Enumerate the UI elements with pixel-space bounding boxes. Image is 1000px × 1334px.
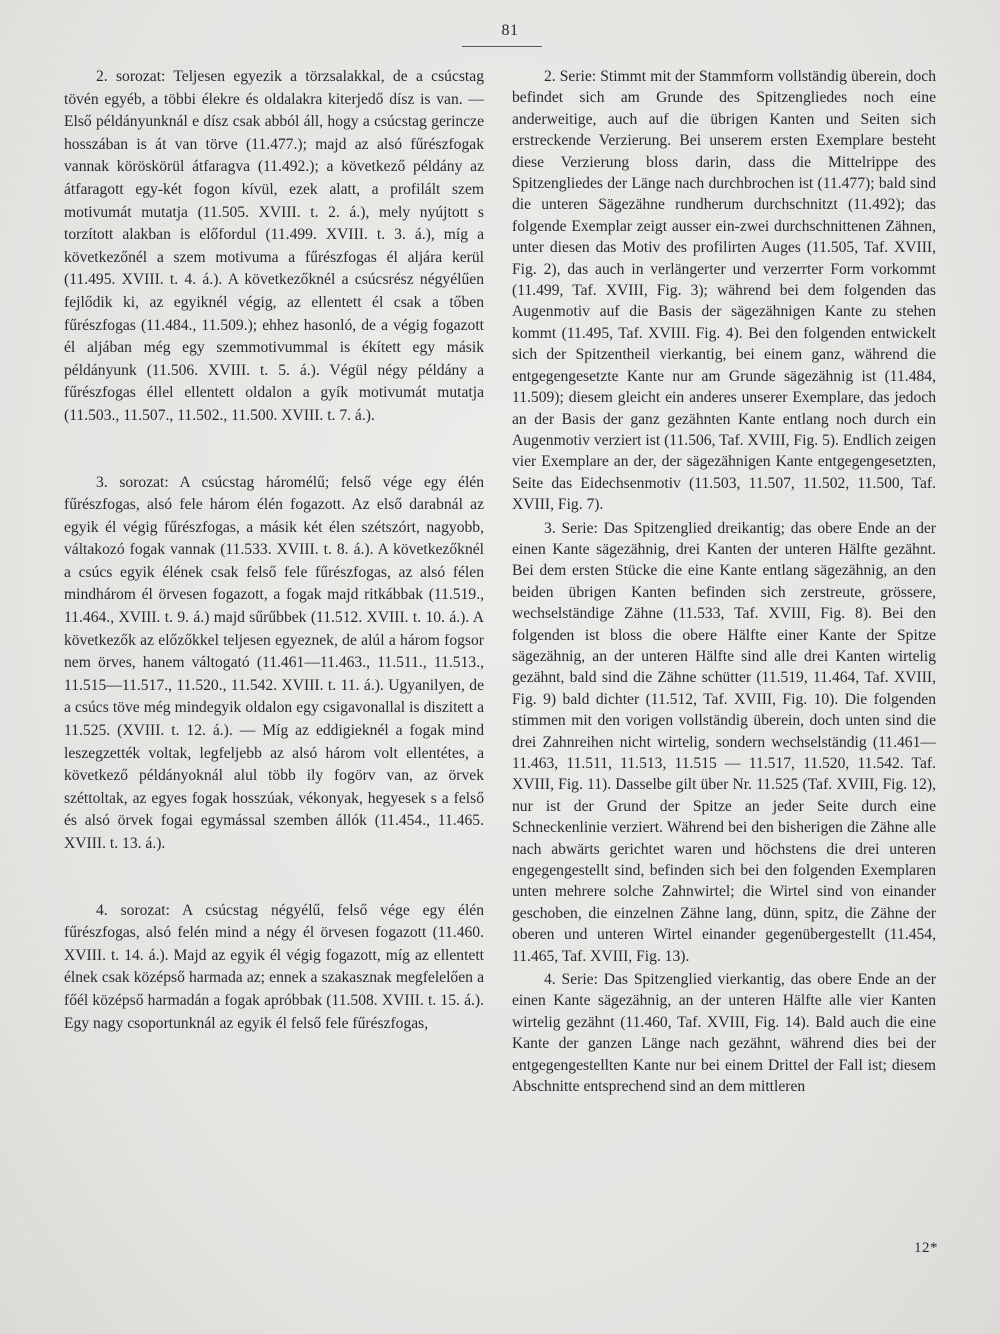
paragraph-series-2-hu: 2. sorozat: Teljesen egyezik a törzsalakkal, de a csúcstag tövén egyéb, a többi élekre és oldalakra kiterjedő dísz is van. — Első példányunknál e dísz csak abból áll, hogy a csúcstag gerincze hosszában is át van törve (11.477.); majd az alsó fűrészfogak vannak köröskörül átfaragva (11.492.); a következő példány az átfaragott egy-két fogon kívül, ezek alatt, a profilált szem motivumát mutatja (11.505. XVIII. t. 2. á.), mely nyújtott s torzított alakban is előfordul (11.499. XVIII. t. 3. á.), míg a következőnél a szem motivuma a fűrészfogas él aljára kerül (11.495. XVIII. t. 4. á.). A következőknél a csúcsrész négyélűen fejlődik ki, az egyiknél végig, az ellentett él csak a tőben fűrészfogas (11.484., 11.509.); ehhez hasonló, de a végig fogazott él aljában még egy szemmotivummal is ékített egy másik példányunk (11.506. XVIII. t. 5. á.). Végül négy példány a fűrészfogas éllel ellentett oldalon a gyík motivumát mutatja (11.503., 11.507., 11.502., 11.500. XVIII. t. 7. á.).: [64, 68, 484, 424]
paragraph-series-4-de: 4. Serie: Das Spitzenglied vierkantig, das obere Ende an der einen Kante sägezähnig, an der unteren Hälfte alle vier Kanten wirtelig gezähnt (11.460, Taf. XVIII, Fig. 14). Bald auch die eine Kante der ganzen Länge nach gezähnt, während dies bei der entgegengestellten Kante nur bei einem Drittel der Fall ist; diesem Abschnitte entsprechend sind an dem mittleren: [512, 971, 936, 1096]
page-number-rule: [462, 46, 542, 47]
signature-mark: 12*: [914, 1240, 938, 1256]
page-number: 81: [501, 22, 519, 39]
hungarian-text-column: [64, 66, 484, 1035]
paragraph-series-3-de: 3. Serie: Das Spitzenglied dreikantig; das obere Ende an der einen Kante sägezähnig, drei Kanten der unteren Hälfte gezähnt. Bei dem ersten Stücke die eine Kante entlang sägezähnig, an den beiden übrigen Kanten befinden sich zerstreute, grössere, wechselständige Zähne (11.533, Taf. XVIII, Fig. 8). Bei den folgenden ist bloss die obere Hälfte einer Kante der Spitze sägezähnig, an der unteren Hälfte sind alle drei Kanten wirtelig gezähnt, bald sind die Zähne schütter (11.519, 11.464, Taf. XVIII, Fig. 9) bald dichter (11.512, Taf. XVIII, Fig. 10). Die folgenden stimmen mit den vorigen vollständig überein, doch unten sind die drei Zahnreihen nicht wirtelig, sondern wechselständig (11.461—11.463, 11.511, 11.513, 11.515 — 11.517, 11.520, 11.542. Taf. XVIII, Fig. 11). Dasselbe gilt über Nr. 11.525 (Taf. XVIII, Fig. 12), nur ist der Grund der Spitze an jeder Seite durch eine Schneckenlinie verziert. Während bei den bisherigen die Zähne alle nach abwärts gerichtet waren und höchstens die drei unteren engegengestellt sind, befinden sich bei den folgenden Exemplaren unten mehrere solche Zahnwirtel; die Wirtel sind von einander geschoben, die einzelnen Zähne lang, dünn, spitz, die Zähne der oberen und unteren Wirtel einander gegenübergestellt (11.454, 11.465, Taf. XVIII, Fig. 13).: [512, 519, 936, 965]
paragraph-series-3-hu: 3. sorozat: A csúcstag háromélű; felső vége egy élén fűrészfogas, alsó fele három élén fogazott. Az első darabnál az egyik él végig fűrészfogas, a másik két élen szétszórt, nagyobb, váltakozó fogak vannak (11.533. XVIII. t. 8. á.). A következőknél a csúcs egyik élének csak felső fele fűrészfogas, az alsó félen mindhárom él örvesen fogazott, a fogak majd ritkábbak (11.519., 11.464., XVIII. t. 9. á.) majd sűrűbbek (11.512. XVIII. t. 10. á.). A következők az előzőkkel teljesen egyeznek, de alúl a három fogsor nem örves, hanem váltogató (11.461—11.463., 11.511., 11.513., 11.515—11.517., 11.520., 11.542. XVIII. t. 11. á.). Ugyanilyen, de a csúcs töve még mindegyik oldalon egy csigavonallal is diszitett a 11.525. (XVIII. t. 12. á.). — Míg az eddigieknél a fogak mind leszegzették voltak, legfeljebb az alsó három volt ellentétes, a következő példányoknál alul több ily fogörv van, az örvek széttoltak, az egyes fogak hosszúak, vékonyak, hegyesek s a felső és alsó örvek fogai egymással szemben állók (11.454., 11.465. XVIII. t. 13. á.).: [64, 473, 484, 852]
paragraph-series-2-de: 2. Serie: Stimmt mit der Stammform vollständig überein, doch befindet sich am Grunde des Spitzengliedes noch eine anderweitige, auch auf die übrigen Kanten und Seiten sich erstreckende Verzierung. Bei unserem ersten Exemplare besteht diese Verzierung bloss darin, dass die Mittelrippe des Spitzengliedes der Länge nach durchbrochen ist (11.477); bald sind die unteren Sägezähne rundherum durchschnitzt (11.492); das folgende Exemplar zeigt ausser ein-zwei durchschnittenen Zähnen, unter diesen das Motiv des profilirten Auges (11.505, Taf. XVIII, Fig. 2), das auch in verlängerter und verzerrter Form vorkommt (11.499, Taf. XVIII, Fig. 3); während bei dem folgenden das Augenmotiv auf die Basis der sägezähnigen Kante zu stehen kommt (11.495, Taf. XVIII. Fig. 4). Bei den folgenden entwickelt sich der Spitzentheil vierkantig, bei einem ganz, während die entgegengesetzte Kante nur am Grunde sägezähnig ist (11.484, 11.509); diesem gleicht ein anderes unserer Exemplare, das jedoch an der Basis der ganz gezähnten Kante entlang noch durch ein Augenmotiv verziert ist (11.506, Taf. XVIII, Fig. 5). Endlich zeigen vier Exemplare an der, der sägezähnigen Kante entgegengesetzten, Seite das Eidechsenmotiv (11.503, 11.507, 11.502, 11.500, Taf. XVIII, Fig. 7).: [512, 68, 936, 514]
paragraph-series-4-hu: 4. sorozat: A csúcstag négyélű, felső vége egy élén fűrészfogas, alsó felén mind a négy él örvesen fogazott (11.460. XVIII. t. 14. á.). Majd az egyik él végig fogazott, míg az ellentett élnek csak középső harmada az; ennek a szakasznak megfelelően a főél középső harmadán a fogak apróbbak (11.508. XVIII. t. 15. á.). Egy nagy csoportunknál az egyik él felső fele fűrészfogas,: [64, 901, 484, 1032]
german-text-column: [512, 66, 936, 1098]
